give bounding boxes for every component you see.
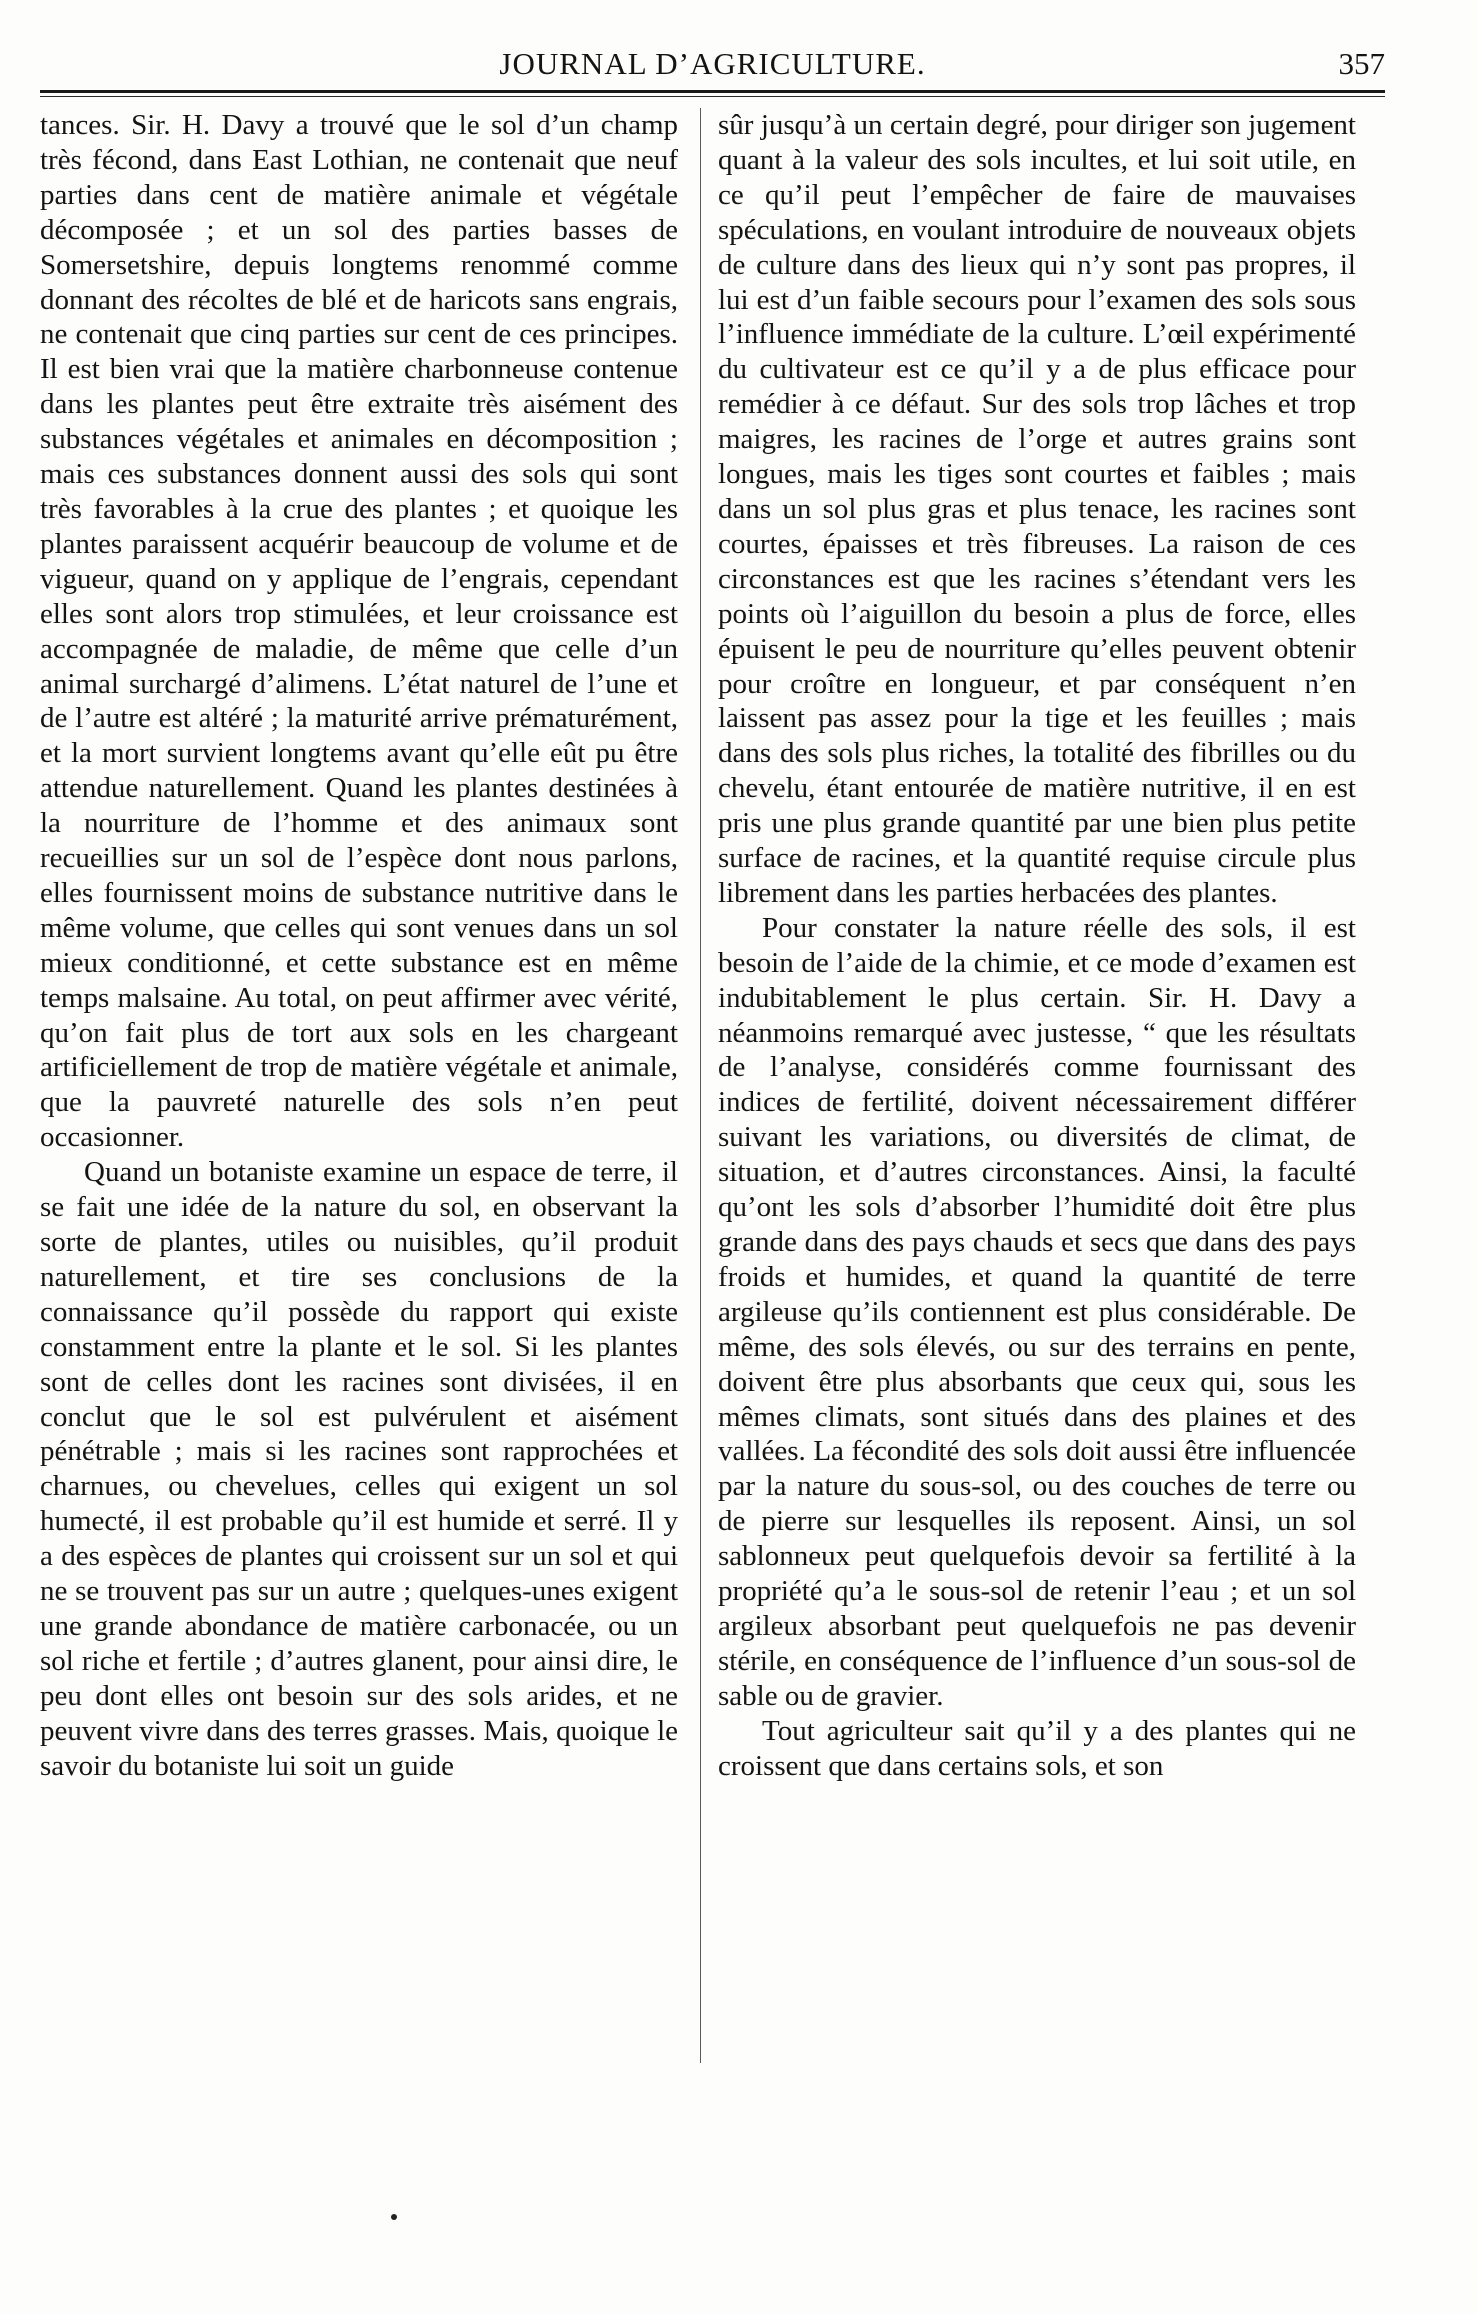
header-rule-thin <box>40 96 1385 97</box>
left-paragraph-1: tances. Sir. H. Davy a trouvé que le sol d’un champ très fécond, dans East Lothian, ne contenait que neuf parties dans cent de matière animale et végétale décomposée ; et un sol des parties basses de Somersetshire, depuis longtems renommé comme donnant des récoltes de blé et de haricots sans engrais, ne contenait que cinq parties sur cent de ces principes. Il est bien vrai que la matière charbonneuse contenue dans les plantes peut être extraite très aisément des substances végétales et animales en décomposition ; mais ces substances donnent aussi des sols qui sont très favorables à la crue des plantes ; et quoique les plantes paraissent acquérir beaucoup de volume et de vigueur, quand on y applique de l’engrais, cependant elles sont alors trop stimulées, et leur croissance est accompagnée de maladie, de même que celle d’un animal surchargé d’alimens. L’état naturel de l’une et de l’autre est altéré ; la maturité arrive prématurément, et la mort survient longtems avant qu’elle eût pu être attendue naturellement. Quand les plantes destinées à la nourriture de l’homme et des animaux sont recueillies sur un sol de l’espèce dont nous parlons, elles fournissent moins de substance nutritive dans le même volume, que celles qui sont venues dans un sol mieux conditionné, et cette substance est en même temps malsaine. Au total, on peut affirmer avec vérité, qu’on fait plus de tort aux sols en les chargeant artificiellement de trop de matière végétale et animale, que la pauvreté naturelle des sols n’en peut occasionner. <box>40 109 678 1154</box>
column-divider <box>700 108 701 2063</box>
ink-speck <box>391 2214 397 2220</box>
left-paragraph-2: Quand un botaniste examine un espace de terre, il se fait une idée de la nature du sol, en observant la sorte de plantes, utiles ou nuisibles, qu’il produit naturellement, et tire ses conclusions de la connaissance qu’il possède du rapport qui existe constamment entre la plante et le sol. Si les plantes sont de celles dont les racines sont divisées, il en conclut que le sol est pulvérulent et aisément pénétrable ; mais si les racines sont rapprochées et charnues, ou chevelues, celles qui exigent un sol humecté, il est probable qu’il est humide et serré. Il y a des espèces de plantes qui croissent sur un sol et qui ne se trouvent pas sur un autre ; quelques-unes exigent une grande abondance de matière carbonacée, ou un sol riche et fertile ; d’autres glanent, pour ainsi dire, le peu dont elles ont besoin sur des sols arides, et ne peuvent vivre dans des terres grasses. Mais, quoique le savoir du botaniste lui soit un guide <box>40 1156 678 1782</box>
page-number: 357 <box>1338 46 1385 81</box>
header-rule-thick <box>40 90 1385 93</box>
running-title: JOURNAL D’AGRICULTURE. <box>499 46 926 81</box>
right-paragraph-3: Tout agriculteur sait qu’il y a des plantes qui ne croissent que dans certains sols, et son <box>718 1714 1356 1782</box>
right-column <box>718 108 1356 1784</box>
running-head <box>40 42 1385 86</box>
right-paragraph-1: sûr jusqu’à un certain degré, pour diriger son jugement quant à la valeur des sols incultes, et lui soit utile, en ce qu’il peut l’empêcher de faire de mauvaises spéculations, en voulant introduire de nouveaux objets de culture dans des lieux qui n’y sont pas propres, il lui est d’un faible secours pour l’examen des sols sous l’influence immédiate de la culture. L’œil expérimenté du cultivateur est ce qu’il y a de plus efficace pour remédier à ce défaut. Sur des sols trop lâches et trop maigres, les racines de l’orge et autres grains sont longues, mais les tiges sont courtes et faibles ; mais dans un sol plus gras et plus tenace, les racines sont courtes, épaisses et très fibreuses. La raison de ces circonstances est que les racines s’étendant vers les points où l’aiguillon du besoin a plus de force, elles épuisent le peu de nourriture qu’elles peuvent obtenir pour croître en longueur, et par conséquent n’en laissent pas assez pour la tige et les feuilles ; mais dans des sols plus riches, la totalité des fibrilles ou du chevelu, étant entourée de matière nutritive, il en est pris une plus grande quantité par une bien plus petite surface de racines, et la quantité requise circule plus librement dans les parties herbacées des plantes. <box>718 109 1356 909</box>
left-column <box>40 108 678 1784</box>
right-paragraph-2: Pour constater la nature réelle des sols, il est besoin de l’aide de la chimie, et ce mode d’examen est indubitablement le plus certain. Sir. H. Davy a néanmoins remarqué avec justesse, “ que les résultats de l’analyse, considérés comme fournissant des indices de fertilité, doivent nécessairement différer suivant les variations, ou diversités de climat, de situation, et d’autres circonstances. Ainsi, la faculté qu’ont les sols d’absorber l’humidité doit être plus grande dans des pays chauds et secs que dans des pays froids et humides, et quand la quantité de terre argileuse qu’ils contiennent est plus considérable. De même, des sols élevés, ou sur des terrains en pente, doivent être plus absorbants que ceux qui, sous les mêmes climats, sont situés dans des plaines et des vallées. La fécondité des sols doit aussi être influencée par la nature du sous-sol, ou des couches de terre ou de pierre sur lesquelles ils reposent. Ainsi, un sol sablonneux peut quelquefois devoir sa fertilité à la propriété qu’a le sous-sol de retenir l’eau ; et un sol argileux absorbant peut quelquefois ne pas devenir stérile, en conséquence de l’influence d’un sous-sol de sable ou de gravier. <box>718 911 1356 1712</box>
